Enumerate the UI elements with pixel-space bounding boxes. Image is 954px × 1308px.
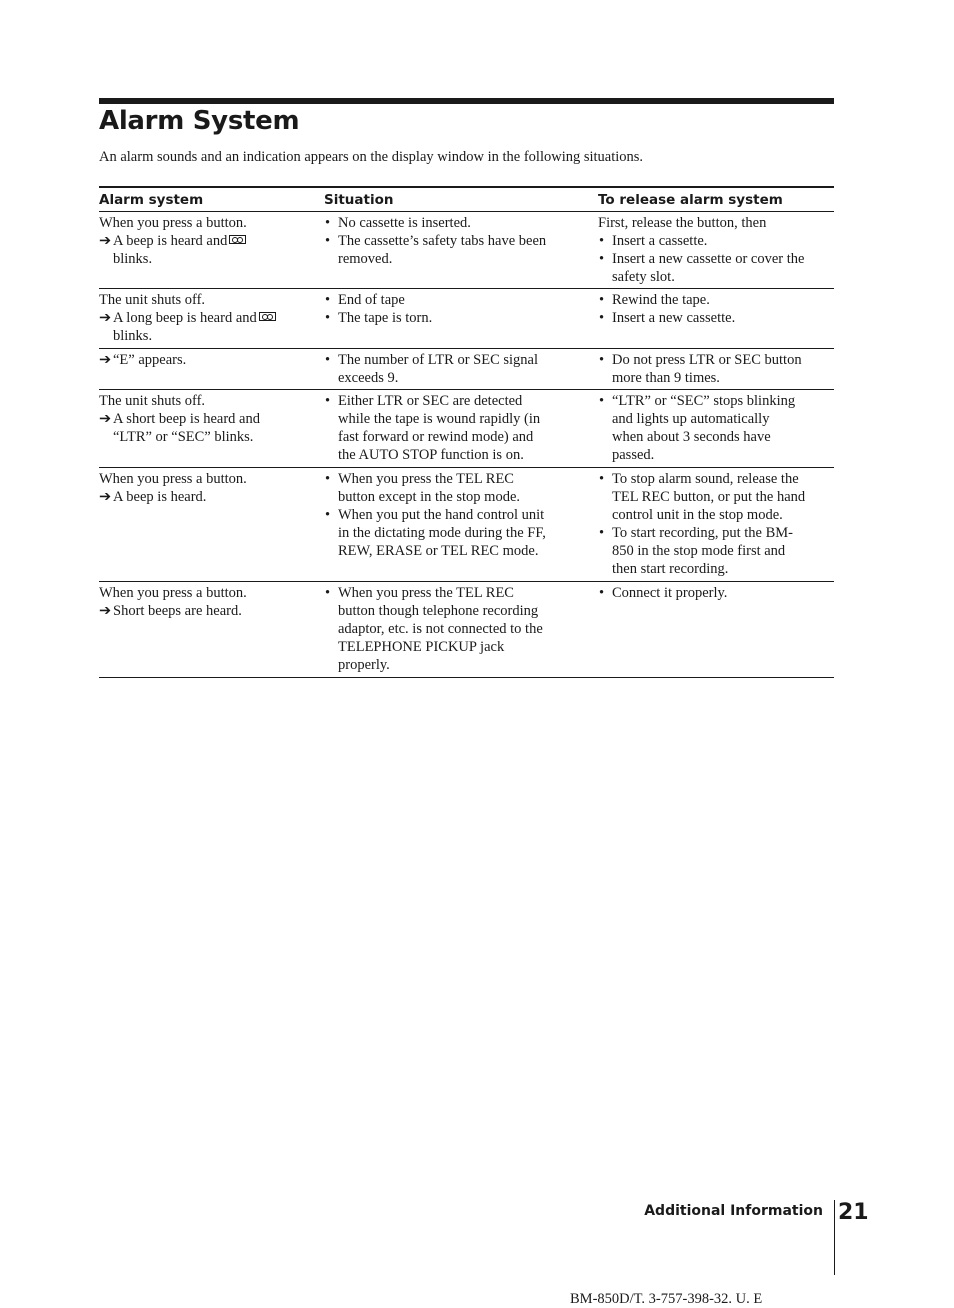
cell-text: The tape is torn. xyxy=(338,310,433,327)
page-title: Alarm System xyxy=(99,106,300,136)
model-code: BM-850D/T. 3-757-398-32. U. E xyxy=(570,1291,763,1307)
table-row xyxy=(99,390,834,468)
bullet-item xyxy=(324,214,598,232)
situation-cell xyxy=(324,212,598,288)
situation-cell xyxy=(324,289,598,348)
alarm-cell xyxy=(99,212,324,288)
cell-line: First, release the button, then xyxy=(598,215,767,231)
cell-line: exceeds 9. xyxy=(338,370,399,387)
cell-line: control unit in the stop mode. xyxy=(612,507,783,524)
cell-line: TEL REC button, or put the hand xyxy=(612,489,806,506)
bullet-icon: • xyxy=(325,585,331,601)
page-number: 21 xyxy=(838,1200,869,1225)
table-row xyxy=(99,468,834,582)
bullet-icon: • xyxy=(599,471,605,487)
bullet-item xyxy=(324,232,598,250)
cell-text: When you put the hand control unit xyxy=(338,507,545,524)
cell-line xyxy=(99,309,324,327)
arrow-right-icon: ➔ xyxy=(99,352,112,368)
bullet-icon: • xyxy=(325,292,331,308)
cell-line: while the tape is wound rapidly (in xyxy=(338,411,541,428)
bullet-icon: • xyxy=(599,251,605,268)
bullet-icon: • xyxy=(325,310,331,327)
cell-line: passed. xyxy=(612,447,655,464)
alarm-table xyxy=(99,186,834,678)
cell-text: End of tape xyxy=(338,292,405,308)
situation-cell xyxy=(324,349,598,389)
bullet-icon: • xyxy=(599,525,605,542)
alarm-cell xyxy=(99,390,324,467)
cell-text: Do not press LTR or SEC button xyxy=(612,352,802,368)
cell-line: fast forward or rewind mode) and xyxy=(338,429,534,446)
cell-text: The cassette’s safety tabs have been xyxy=(338,233,547,250)
cell-text: “E” appears. xyxy=(113,352,187,368)
cell-line: REW, ERASE or TEL REC mode. xyxy=(338,543,539,560)
bullet-item xyxy=(324,351,598,369)
bullet-item xyxy=(598,232,834,250)
cell-line xyxy=(99,602,324,620)
cell-line: The unit shuts off. xyxy=(99,292,206,308)
cell-text: To stop alarm sound, release the xyxy=(612,471,799,487)
cell-line: when about 3 seconds have xyxy=(612,429,771,446)
cell-line: When you press a button. xyxy=(99,585,247,601)
header-situation: Situation xyxy=(324,192,394,208)
cell-text: Either LTR or SEC are detected xyxy=(338,393,523,409)
cell-text: Insert a cassette. xyxy=(612,233,708,250)
cell-text: No cassette is inserted. xyxy=(338,215,471,231)
bullet-icon: • xyxy=(599,352,605,368)
cell-line xyxy=(99,351,324,369)
bullet-item xyxy=(598,524,834,542)
cell-text: “LTR” or “SEC” stops blinking xyxy=(612,393,796,409)
cell-text: Connect it properly. xyxy=(612,585,728,601)
release-cell xyxy=(598,349,834,389)
cell-line: When you press a button. xyxy=(99,471,247,487)
bullet-icon: • xyxy=(599,292,605,308)
cell-line: adaptor, etc. is not connected to the xyxy=(338,621,543,638)
cell-text: The number of LTR or SEC signal xyxy=(338,352,539,368)
situation-cell xyxy=(324,468,598,581)
arrow-right-icon: ➔ xyxy=(99,489,112,506)
release-cell xyxy=(598,212,834,288)
arrow-right-icon: ➔ xyxy=(99,603,112,620)
bullet-icon: • xyxy=(325,352,331,368)
cell-text: A short beep is heard and xyxy=(113,411,260,428)
cell-line: more than 9 times. xyxy=(612,370,720,387)
cell-text: Insert a new cassette. xyxy=(612,310,736,327)
cell-line: When you press a button. xyxy=(99,215,247,231)
footer-rule xyxy=(834,1200,835,1275)
bullet-icon: • xyxy=(325,215,331,231)
cell-line: “LTR” or “SEC” blinks. xyxy=(113,429,254,446)
cell-text: Rewind the tape. xyxy=(612,292,710,308)
release-cell xyxy=(598,390,834,467)
cell-text: A beep is heard. xyxy=(113,489,207,506)
bullet-item xyxy=(324,506,598,524)
bullet-item xyxy=(598,309,834,327)
situation-cell xyxy=(324,390,598,467)
cell-line: The unit shuts off. xyxy=(99,393,206,409)
cell-text: A long beep is heard and xyxy=(113,310,257,327)
cell-line: button though telephone recording xyxy=(338,603,539,620)
cell-line: TELEPHONE PICKUP jack xyxy=(338,639,505,656)
cell-line: button except in the stop mode. xyxy=(338,489,521,506)
table-row xyxy=(99,289,834,349)
alarm-cell xyxy=(99,582,324,677)
table-row xyxy=(99,582,834,677)
cell-text: To start recording, put the BM- xyxy=(612,525,794,542)
bullet-item xyxy=(324,470,598,488)
bullet-icon: • xyxy=(325,393,331,409)
alarm-cell xyxy=(99,349,324,389)
cell-line: blinks. xyxy=(113,328,153,345)
cell-line xyxy=(99,488,324,506)
cell-line: safety slot. xyxy=(612,269,675,286)
section-label: Additional Information xyxy=(644,1203,823,1219)
bullet-icon: • xyxy=(599,393,605,409)
bullet-item xyxy=(324,392,598,410)
cell-text: When you press the TEL REC xyxy=(338,471,514,487)
release-cell xyxy=(598,468,834,581)
bullet-item xyxy=(598,351,834,369)
cell-line xyxy=(99,232,324,250)
cell-text: Insert a new cassette or cover the xyxy=(612,251,805,268)
header-release: To release alarm system xyxy=(598,192,783,208)
cell-line: properly. xyxy=(338,657,390,674)
situation-cell xyxy=(324,582,598,677)
bullet-icon: • xyxy=(325,233,331,250)
cell-line: and lights up automatically xyxy=(612,411,770,428)
alarm-cell xyxy=(99,468,324,581)
bullet-item xyxy=(598,291,834,309)
cell-line xyxy=(99,410,324,428)
bullet-icon: • xyxy=(599,585,605,601)
intro-paragraph: An alarm sounds and an indication appears on the display window in the following situations. xyxy=(99,149,644,165)
cell-text: Short beeps are heard. xyxy=(113,603,242,620)
bullet-item xyxy=(598,470,834,488)
arrow-right-icon: ➔ xyxy=(99,411,112,428)
bullet-icon: • xyxy=(325,471,331,487)
cell-line: in the dictating mode during the FF, xyxy=(338,525,546,542)
bullet-item xyxy=(324,584,598,602)
bullet-item xyxy=(324,309,598,327)
cassette-icon xyxy=(259,312,276,321)
bullet-item xyxy=(324,291,598,309)
bullet-icon: • xyxy=(599,233,605,250)
release-cell xyxy=(598,289,834,348)
cell-line: blinks. xyxy=(113,251,153,268)
cassette-icon xyxy=(229,235,246,244)
cell-line: then start recording. xyxy=(612,561,729,578)
release-cell xyxy=(598,582,834,677)
arrow-right-icon: ➔ xyxy=(99,310,112,327)
cell-text: When you press the TEL REC xyxy=(338,585,514,601)
table-row xyxy=(99,349,834,390)
table-header xyxy=(99,188,834,212)
bullet-item xyxy=(598,250,834,268)
cell-line: the AUTO STOP function is on. xyxy=(338,447,524,464)
table-row xyxy=(99,212,834,289)
alarm-cell xyxy=(99,289,324,348)
cell-line: 850 in the stop mode first and xyxy=(612,543,786,560)
arrow-right-icon: ➔ xyxy=(99,233,112,250)
bullet-icon: • xyxy=(599,310,605,327)
bullet-icon: • xyxy=(325,507,331,524)
cell-line: removed. xyxy=(338,251,393,268)
cell-text: A beep is heard and xyxy=(113,233,228,250)
header-alarm-system: Alarm system xyxy=(99,192,204,208)
bullet-item xyxy=(598,584,834,602)
bullet-item xyxy=(598,392,834,410)
